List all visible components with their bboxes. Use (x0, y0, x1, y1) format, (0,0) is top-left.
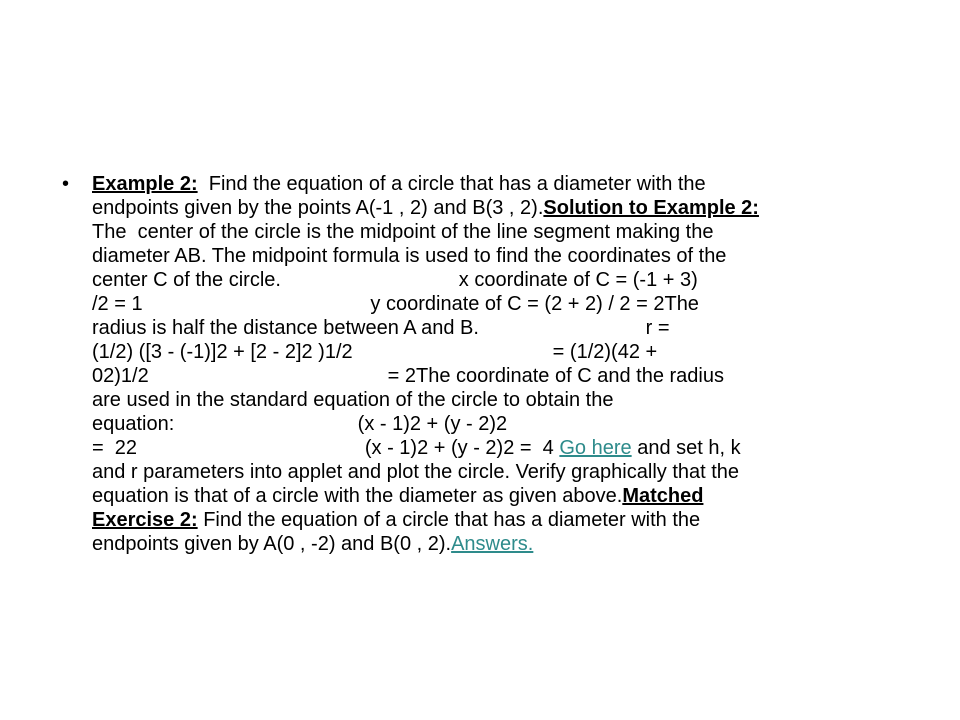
answers-link[interactable]: Answers. (451, 533, 534, 555)
go-here-link[interactable]: Go here (559, 437, 632, 459)
text-line (92, 292, 912, 316)
text-line (92, 340, 912, 364)
bullet-marker: • (62, 173, 70, 195)
text-line (92, 316, 912, 340)
text-run: equation: (x - 1)2 + (y - 2)2 (92, 413, 508, 435)
text-run: The center of the circle is the midpoint of the line segment making the (92, 221, 714, 243)
text-line (92, 412, 912, 436)
text-line (92, 172, 912, 196)
text-run: are used in the standard equation of the circle to obtain the (92, 389, 614, 411)
text-line (92, 436, 912, 460)
example-2-heading: Example 2: (92, 173, 198, 195)
text-run: center C of the circle. x coordinate of C = (-1 + 3) (92, 269, 698, 291)
text-run: Find the equation of a circle that has a diameter with the (197, 173, 706, 195)
matched-exercise-heading: Exercise 2: (92, 509, 198, 531)
text-run: and set h, k (631, 437, 741, 459)
text-line (92, 244, 912, 268)
text-run: = 22 (x - 1)2 + (y - 2)2 = 4 (92, 437, 560, 459)
text-line (92, 484, 912, 508)
text-run: equation is that of a circle with the diameter as given above. (92, 485, 623, 507)
text-run: (1/2) ([3 - (-1)]2 + [2 - 2]2 )1/2 = (1/2)(42 + (92, 341, 658, 363)
example-paragraph (92, 172, 912, 556)
text-run: endpoints given by the points A(-1 , 2) and B(3 , 2). (92, 197, 544, 219)
text-line (92, 460, 912, 484)
text-run: Find the equation of a circle that has a diameter with the (197, 509, 701, 531)
text-run: and r parameters into applet and plot the circle. Verify graphically that the (92, 461, 740, 483)
text-run: diameter AB. The midpoint formula is used to find the coordinates of the (92, 245, 727, 267)
text-run: 02)1/2 = 2The coordinate of C and the radius (92, 365, 724, 387)
text-line (92, 508, 912, 532)
text-line (92, 268, 912, 292)
text-line (92, 196, 912, 220)
solution-heading: Solution to Example 2: (543, 197, 759, 219)
text-run: radius is half the distance between A and B. r = (92, 317, 670, 339)
text-line (92, 388, 912, 412)
text-run: endpoints given by A(0 , -2) and B(0 , 2). (92, 533, 452, 555)
text-line (92, 220, 912, 244)
text-line (92, 532, 912, 556)
matched-exercise-heading: Matched (622, 485, 704, 507)
text-line (92, 364, 912, 388)
text-run: /2 = 1 y coordinate of C = (2 + 2) / 2 = 2The (92, 293, 699, 315)
